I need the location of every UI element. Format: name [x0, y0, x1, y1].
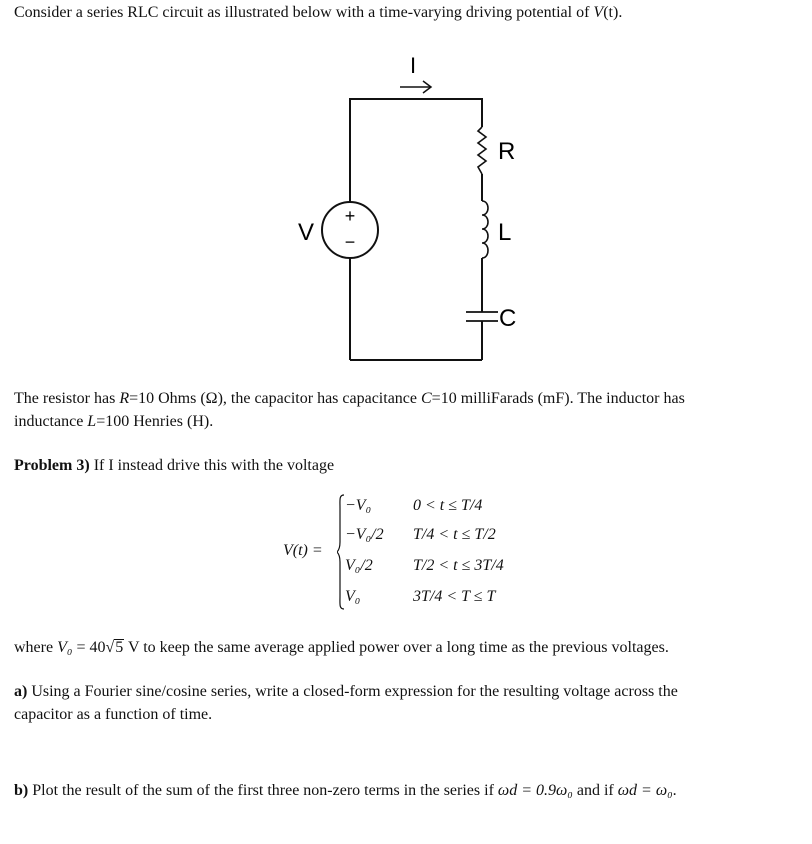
intro-v-symbol: V: [593, 4, 604, 21]
inductor-label: L: [498, 219, 512, 246]
description-line-2: [14, 412, 213, 432]
desc-text-b: =10 Ohms (Ω), the capacitor has capacitance: [129, 390, 421, 407]
case-condition: 3T/4 < T ≤ T: [413, 588, 496, 605]
case-condition: T/2 < t ≤ 3T/4: [413, 557, 504, 574]
current-arrow: [400, 81, 431, 93]
part-b-condition-1: ωd = 0.9ω₀: [497, 782, 573, 799]
case-value: V₀: [345, 588, 361, 605]
desc-l-symbol: L: [87, 413, 97, 430]
part-b-condition-2: ωd = ω₀: [617, 782, 673, 799]
description-line-1: [14, 389, 685, 409]
sqrt-sign: √: [105, 639, 115, 656]
intro-end: .: [618, 4, 623, 21]
capacitor-label: C: [499, 305, 517, 332]
part-a-line-1: [14, 682, 678, 702]
where-radicand: 5: [115, 639, 124, 656]
part-b-text: Plot the result of the sum of the first three non-zero terms in the series if: [28, 782, 498, 799]
case-value: V₀/2: [345, 557, 373, 574]
capacitor-icon: [466, 312, 498, 321]
desc-r-symbol: R: [119, 390, 130, 407]
problem-text: If I instead drive this with the voltage: [89, 457, 335, 474]
resistor-label: R: [498, 138, 516, 165]
intro-sentence: Consider a series RLC circuit as illustrated below with a time-varying driving potential of: [14, 4, 590, 21]
desc-text-e: =100 Henries (H).: [96, 413, 214, 430]
piecewise-lhs: V(t) =: [283, 542, 323, 559]
source-label: V: [298, 219, 315, 246]
desc-c-symbol: C: [421, 390, 432, 407]
part-b-mid: and if: [572, 782, 618, 799]
where-post: V to keep the same average applied power over a long time as the previous voltages.: [124, 639, 669, 656]
case-condition: T/4 < t ≤ T/2: [413, 526, 496, 543]
problem-label: Problem 3): [14, 457, 90, 474]
intro-v-arg: (t): [603, 4, 619, 21]
where-pre: where: [14, 639, 58, 656]
where-line: [14, 638, 669, 658]
case-value: −V₀/2: [345, 526, 384, 543]
problem-statement: [14, 456, 334, 476]
part-b-line: [14, 781, 677, 801]
inductor-icon: [482, 201, 488, 258]
desc-text-c: =10 milliFarads (mF). The inductor has: [431, 390, 685, 407]
where-equals: = 40: [72, 639, 106, 656]
desc-text-d: inductance: [14, 413, 88, 430]
resistor-icon: [478, 127, 486, 174]
part-b-end: .: [672, 782, 677, 799]
rlc-circuit-diagram: [0, 40, 812, 380]
source-plus-sign: +: [344, 206, 356, 226]
source-minus-sign: −: [344, 232, 356, 252]
intro-text: [14, 3, 622, 23]
part-a-line-2: capacitor as a function of time.: [14, 706, 213, 723]
desc-text-a: The resistor has: [14, 390, 120, 407]
part-a-label: a): [14, 683, 28, 700]
part-a-text: Using a Fourier sine/cosine series, write a closed-form expression for the resulting voltage across the: [27, 683, 678, 700]
where-v0-symbol: V₀: [57, 639, 73, 656]
piecewise-brace: [337, 494, 345, 610]
current-label: I: [409, 53, 417, 78]
part-b-label: b): [14, 782, 29, 799]
case-condition: 0 < t ≤ T/4: [413, 497, 483, 514]
case-value: −V₀: [345, 497, 372, 514]
